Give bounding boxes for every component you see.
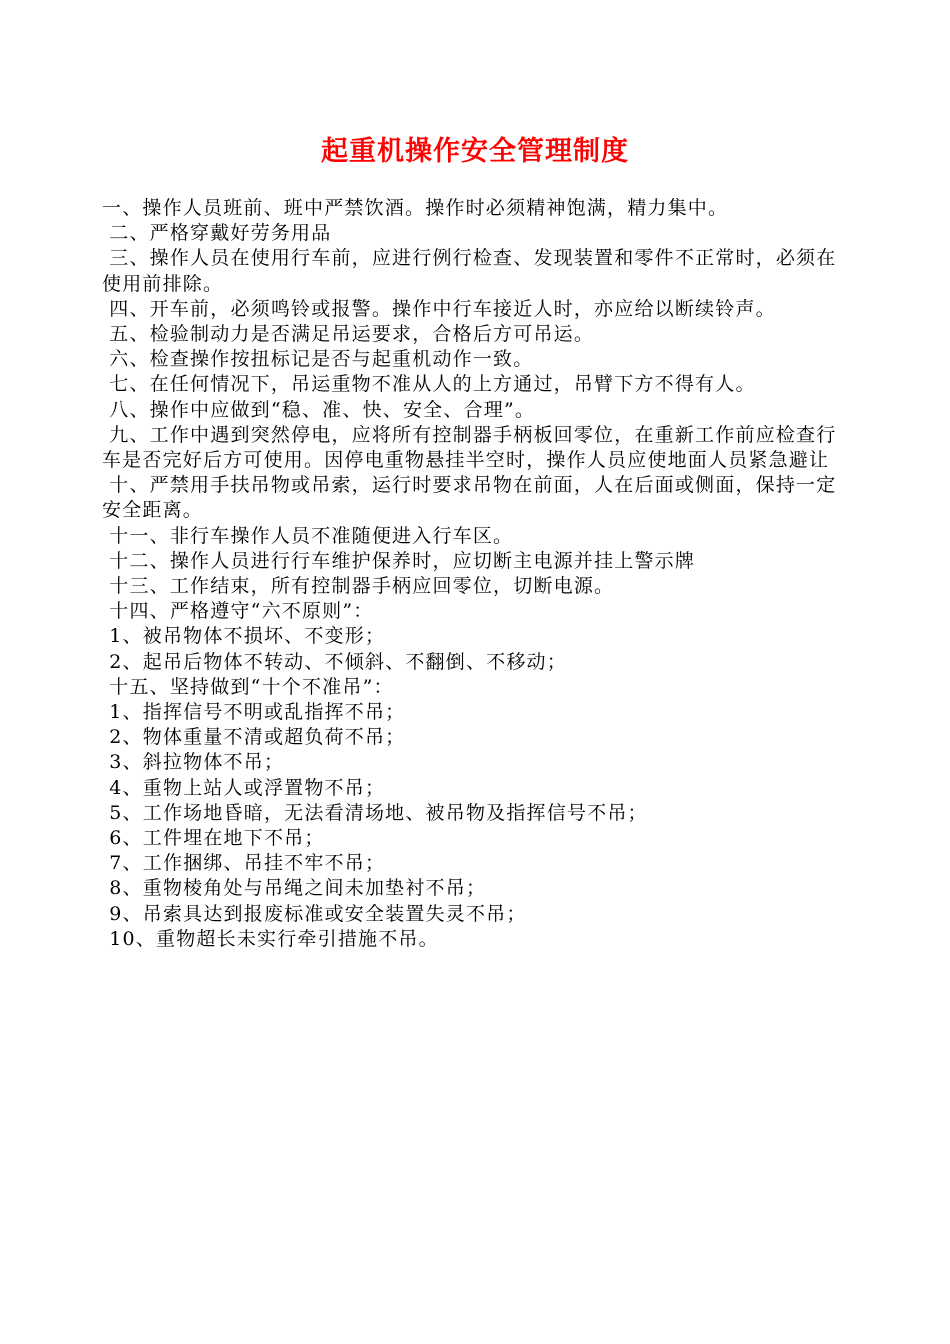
document-paragraph: 10、重物超长未实行牵引措施不吊。 — [102, 927, 439, 950]
document-paragraph: 五、检验制动力是否满足吊运要求，合格后方可吊运。 — [102, 323, 595, 346]
document-paragraph: 二、严格穿戴好劳务用品 — [102, 222, 332, 245]
document-paragraph: 一、操作人员班前、班中严禁饮酒。操作时必须精神饱满，精力集中。 — [102, 197, 729, 219]
document-paragraph: 9、吊索具达到报废标准或安全装置失灵不吊； — [102, 902, 527, 925]
document-paragraph: 4、重物上站人或浮置物不吊； — [102, 776, 386, 799]
document-paragraph: 十、严禁用手扶吊物或吊索，运行时要求吊物在前面，人在后面或侧面，保持一定安全距离。 — [102, 474, 837, 522]
document-paragraph: 四、开车前，必须鸣铃或报警。操作中行车接近人时，亦应给以断续铃声。 — [102, 297, 776, 320]
document-paragraph: 8、重物棱角处与吊绳之间未加垫衬不吊； — [102, 877, 487, 900]
document-paragraph: 3、斜拉物体不吊； — [102, 751, 285, 774]
document-paragraph: 七、在任何情况下，吊运重物不准从人的上方通过，吊臂下方不得有人。 — [102, 373, 756, 396]
document-paragraph: 六、检查操作按扭标记是否与起重机动作一致。 — [102, 348, 534, 371]
document-paragraph: 十五、坚持做到“十个不准吊”： — [102, 675, 394, 698]
document-paragraph: 1、被吊物体不损坏、不变形； — [102, 625, 386, 648]
page-title: 起重机操作安全管理制度 — [321, 136, 629, 167]
document-paragraph: 十四、严格遵守“六不原则”： — [102, 600, 374, 623]
document-paragraph: 十一、非行车操作人员不准随便进入行车区。 — [102, 524, 514, 547]
document-paragraph: 7、工作捆绑、吊挂不牢不吊； — [102, 852, 386, 875]
document-paragraph: 1、指挥信号不明或乱指挥不吊； — [102, 701, 406, 724]
document-paragraph: 八、操作中应做到“稳、准、快、安全、合理”。 — [102, 398, 536, 421]
document-body — [102, 196, 854, 952]
document-paragraph: 2、起吊后物体不转动、不倾斜、不翻倒、不移动； — [102, 650, 567, 673]
document-paragraph: 十二、操作人员进行行车维护保养时，应切断主电源并挂上警示牌 — [102, 549, 696, 572]
document-paragraph: 九、工作中遇到突然停电，应将所有控制器手柄板回零位，在重新工作前应检查行车是否完好后方可使用。因停电重物悬挂半空时，操作人员应使地面人员紧急避让 — [102, 423, 837, 472]
document-paragraph: 十三、工作结束，所有控制器手柄应回零位，切断电源。 — [102, 575, 615, 598]
document-paragraph: 三、操作人员在使用行车前，应进行例行检查、发现装置和零件不正常时，必须在使用前排除。 — [102, 247, 837, 295]
document-paragraph: 2、物体重量不清或超负荷不吊； — [102, 726, 406, 749]
document-paragraph: 5、工作场地昏暗，无法看清场地、被吊物及指挥信号不吊； — [102, 801, 648, 824]
document-paragraph: 6、工件埋在地下不吊； — [102, 827, 325, 850]
